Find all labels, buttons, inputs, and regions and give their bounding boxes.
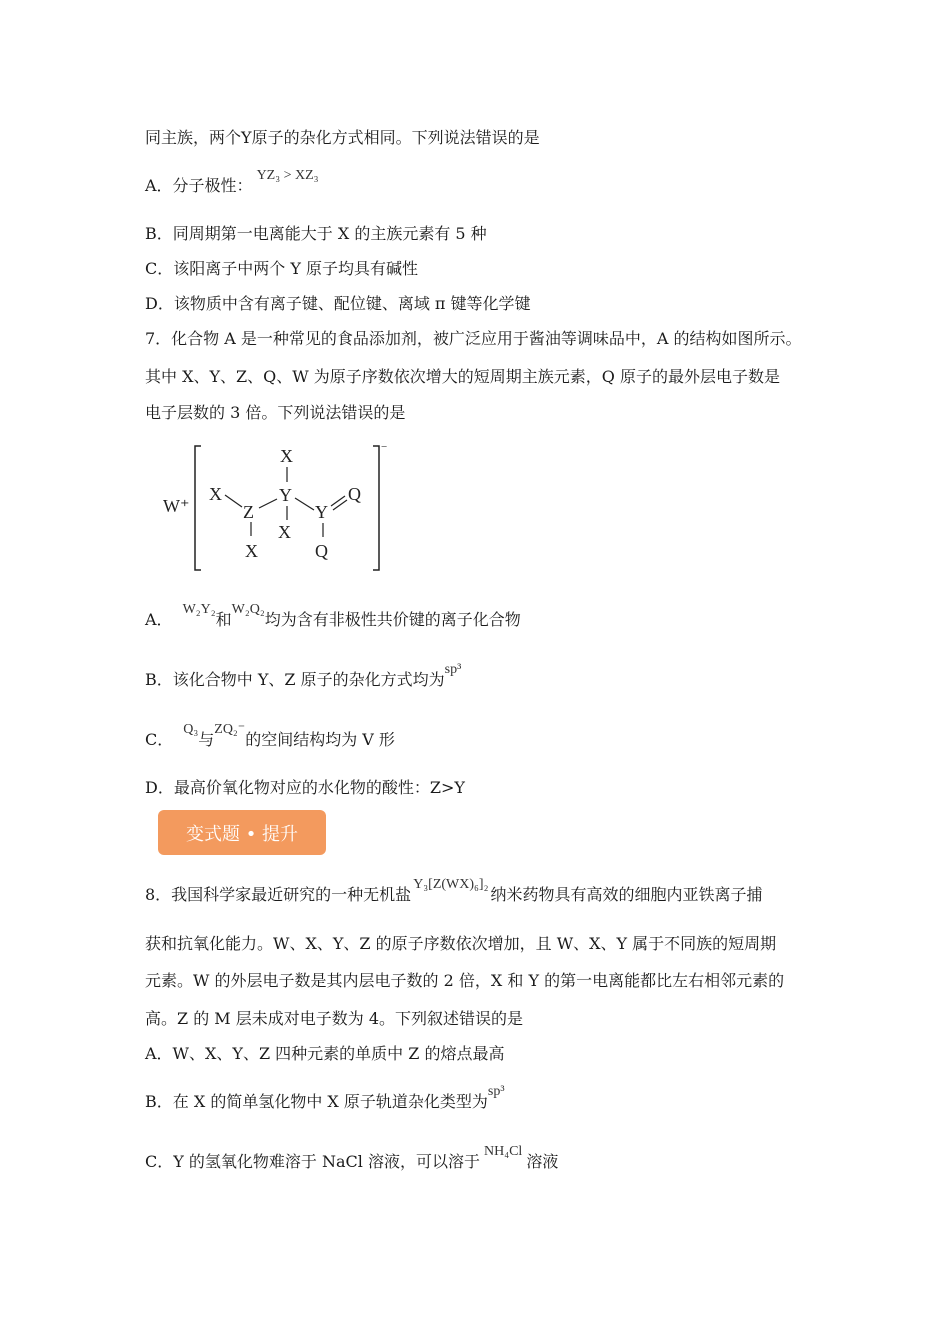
q7-option-d: D．最高价氧化物对应的水化物的酸性：Z>Y [145,778,465,797]
q7-option-a-prefix: A． [145,610,173,629]
q7-option-a-text: 均为含有非极性共价键的离子化合物 [264,610,521,629]
q7-option-b [145,662,462,692]
atom-x-bottom: X [245,541,258,561]
q6-option-b: B．同周期第一电离能大于 X 的主族元素有 5 种 [145,224,487,243]
q6-option-a-formula: YZ₃ > XZ₃ [256,168,319,183]
q8-stem-prefix: 8．我国科学家最近研究的一种无机盐 [145,885,412,904]
q7-option-a-formula1: W₂Y₂ [182,602,216,617]
q8-option-c-suffix: 溶液 [526,1152,559,1171]
q8-stem-suffix: 纳米药物具有高效的细胞内亚铁离子捕 [490,885,763,904]
q8-option-c-formula: NH₄Cl [483,1144,523,1159]
atom-q-top: Q [348,484,361,504]
q8-option-c-text: C．Y 的氢氧化物难溶于 NaCl 溶液，可以溶于 [145,1152,480,1171]
q6-option-a [145,168,319,198]
q8-option-a: A．W、X、Y、Z 四种元素的单质中 Z 的熔点最高 [145,1044,505,1063]
q7-option-a-formula2: W₂Q₂ [231,602,265,617]
q6-option-d: D．该物质中含有离子键、配位键、离域 π 键等化学键 [145,294,531,313]
q7-option-c [145,722,395,752]
q7-option-c-and: 与 [198,730,215,749]
atom-y-right: Y [315,502,328,522]
q8-stem-line4: 高。Z 的 M 层未成对电子数为 4。下列叙述错误的是 [145,1009,524,1028]
atom-y-center: Y [279,485,292,505]
q8-stem-line1 [145,877,763,907]
q7-option-a [145,602,521,632]
q6-option-c: C．该阳离子中两个 Y 原子均具有碱性 [145,259,418,278]
q7-stem-line3: 电子层数的 3 倍。下列说法错误的是 [145,403,406,422]
atom-z: Z [243,502,254,522]
left-bracket [195,446,201,570]
variant-question-badge: 变式题 • 提升 [158,810,326,855]
q6-option-a-label: A．分子极性： [145,176,253,195]
cation-label: W⁺ [163,496,190,516]
q8-option-c [145,1144,559,1174]
q7-option-b-formula: sp³ [444,662,462,677]
q7-option-c-formula2: ZQ₂⁻ [214,722,246,737]
q7-option-a-and: 和 [215,610,232,629]
q8-option-b-formula: sp³ [487,1084,505,1099]
q7-option-c-prefix: C． [145,730,174,749]
q7-stem-line2: 其中 X、Y、Z、Q、W 为原子序数依次增大的短周期主族元素，Q 原子的最外层电子数是 [145,367,781,386]
q7-stem-line1: 7．化合物 A 是一种常见的食品添加剂，被广泛应用于酱油等调味品中，A 的结构如图所示。 [145,329,802,348]
q7-option-c-formula1: Q₃ [183,722,199,737]
q7-option-c-text: 的空间结构均为 V 形 [245,730,395,749]
q7-structure-diagram [155,438,395,578]
q8-stem-line3: 元素。W 的外层电子数是其内层电子数的 2 倍，X 和 Y 的第一电离能都比左右相邻元素的 [145,971,785,990]
atom-x-left: X [209,484,222,504]
q6-intro-tail: 同主族，两个Y原子的杂化方式相同。下列说法错误的是 [145,128,540,147]
q7-option-b-text: B．该化合物中 Y、Z 原子的杂化方式均为 [145,670,445,689]
q8-option-b [145,1084,505,1114]
atom-q-bottom: Q [315,541,328,561]
q8-option-b-text: B．在 X 的简单氢化物中 X 原子轨道杂化类型为 [145,1092,488,1111]
q8-stem-line2: 获和抗氧化能力。W、X、Y、Z 的原子序数依次增加，且 W、X、Y 属于不同族的短周期 [145,934,777,953]
right-bracket [373,446,379,570]
atom-x-middle: X [278,522,291,542]
charge-label: − [381,441,388,453]
q8-stem-formula: Y₃[Z(WX)₆]₂ [413,877,489,892]
atom-x-top: X [280,446,293,466]
